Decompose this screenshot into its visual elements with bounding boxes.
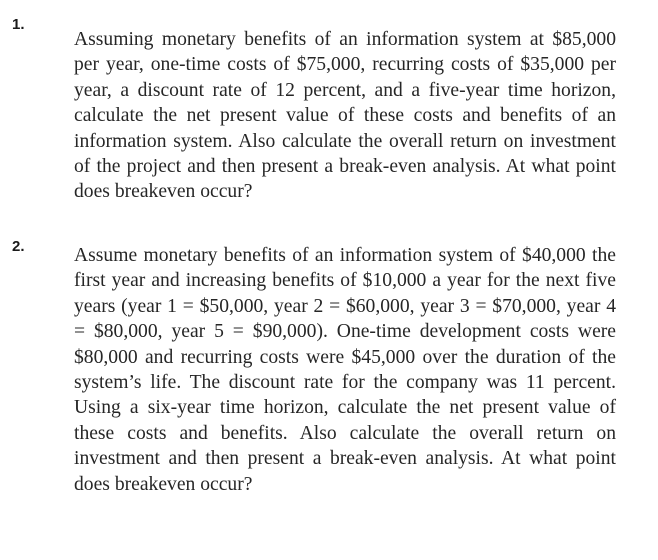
question-text: Assume monetary benefits of an information system of $40,000 the first year and increasing benefits of $10,000 a year for the next five years (year 1 = $50,000, year 2 = $60,000, year 3 = $70,000, year 4 = $80,000, year 5 = $90,000). One-time development costs were $80,000 and recurring costs were $45,000 over the duration of the system’s life. The discount rate for the company was 11 percent. Using a six-year time horizon, calculate the net present value of these costs and benefits. Also calculate the overall return on investment and then present a break-even analysis. At what point does breakeven occur? xyxy=(74,245,616,495)
question-number: 2. xyxy=(12,238,25,255)
question-number: 1. xyxy=(12,16,25,33)
question-text: Assuming monetary benefits of an information system at $85,000 per year, one-time costs of $75,000, recurring costs of $35,000 per year, a discount rate of 12 percent, and a five-year time horizon, calculate the net present value of these costs and benefits of an information system. Also calculate the overall return on investment of the project and then present a break-even analysis. At what point does breakeven occur? xyxy=(74,29,616,203)
